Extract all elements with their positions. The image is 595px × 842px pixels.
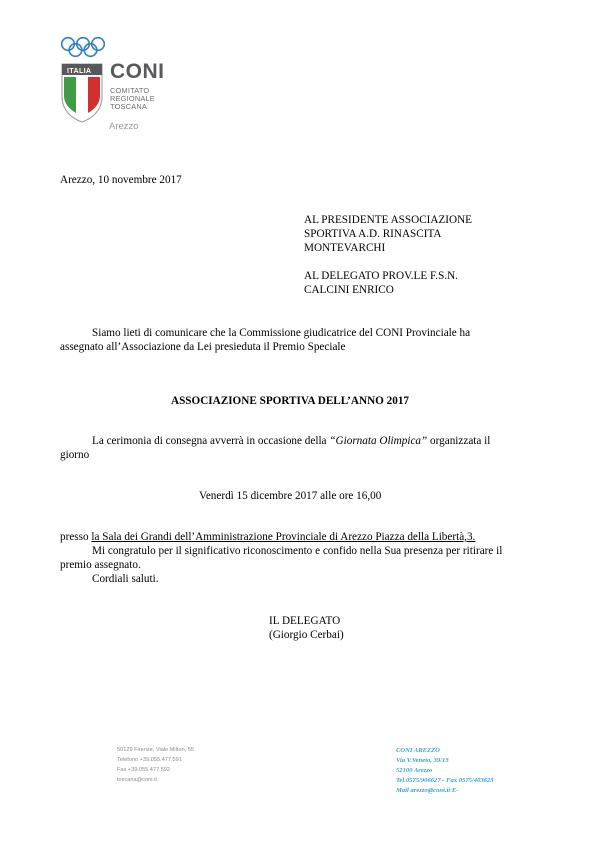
date-line: Arezzo, 10 novembre 2017 — [60, 174, 182, 186]
footer-right-phone: Tel.0575/906627 - Fax 0575/403623 — [396, 777, 494, 784]
place-prefix: presso — [60, 531, 92, 543]
footer-right-name: CONI AREZZO — [396, 747, 440, 754]
para2-line-1 — [92, 435, 490, 447]
logo-city: Arezzo — [109, 121, 139, 132]
recipient-2-line-1: AL DELEGATO PROV.LE F.S.N. — [304, 270, 458, 282]
recipient-1-line-1: AL PRESIDENTE ASSOCIAZIONE — [304, 214, 473, 226]
footer-right-email: Mail arezzo@coni.it E- — [396, 787, 459, 794]
footer-left-fax: Fax +39.055.477.592 — [117, 767, 171, 773]
footer-right-address: Via V.Veneto, 39/13 — [396, 757, 449, 764]
olympic-rings-icon — [60, 36, 110, 58]
para2-before: La cerimonia di consegna avverrà in occasione della — [92, 435, 330, 447]
event-date: Venerdì 15 dicembre 2017 alle ore 16,00 — [199, 490, 382, 502]
signature-role: IL DELEGATO — [269, 615, 341, 627]
coni-wordmark: CONI — [110, 60, 165, 83]
footer-left-address: 50129 Firenze, Viale Milton, 55 — [117, 747, 195, 753]
closing: Cordiali saluti. — [92, 573, 159, 585]
logo-sub-line-3: TOSCANA — [110, 102, 147, 111]
logo-sub-line-1: COMITATO — [110, 86, 150, 95]
para1-line-2: assegnato all’Associazione da Lei presieduta il Premio Speciale — [60, 341, 346, 353]
footer-left-email: toscana@coni.it — [117, 777, 157, 783]
para3-line-1: Mi congratulo per il significativo riconoscimento e confido nella Sua presenza per ritirare il — [92, 545, 503, 557]
event-name: “Giornata Olimpica” — [329, 435, 428, 447]
logo-sub-line-2: REGIONALE — [110, 94, 155, 103]
recipient-1-line-3: MONTEVARCHI — [304, 242, 386, 254]
para1-line-1: Siamo lieti di comunicare che la Commissione giudicatrice del CONI Provinciale ha — [92, 327, 471, 339]
badge-text: ITALIA — [67, 66, 92, 75]
footer-right-city: 52100 Arezzo — [396, 767, 433, 774]
recipient-2-line-2: CALCINI ENRICO — [304, 284, 394, 296]
coni-logo — [60, 36, 180, 136]
place-location: la Sala dei Grandi dell’Amministrazione Provinciale di Arezzo Piazza della Libertà,3. — [91, 531, 476, 543]
place-line — [60, 531, 475, 543]
para2-after: organizzata il — [427, 435, 491, 447]
para3-line-2: premio assegnato. — [60, 559, 141, 571]
recipient-1-line-2: SPORTIVA A.D. RINASCITA — [304, 228, 442, 240]
award-title: ASSOCIAZIONE SPORTIVA DELL’ANNO 2017 — [171, 395, 410, 407]
footer-left-phone: Telefono +39.055.477.591 — [117, 757, 182, 763]
signature-name: (Giorgio Cerbai) — [269, 629, 344, 641]
para2-line-2: giorno — [60, 449, 90, 461]
